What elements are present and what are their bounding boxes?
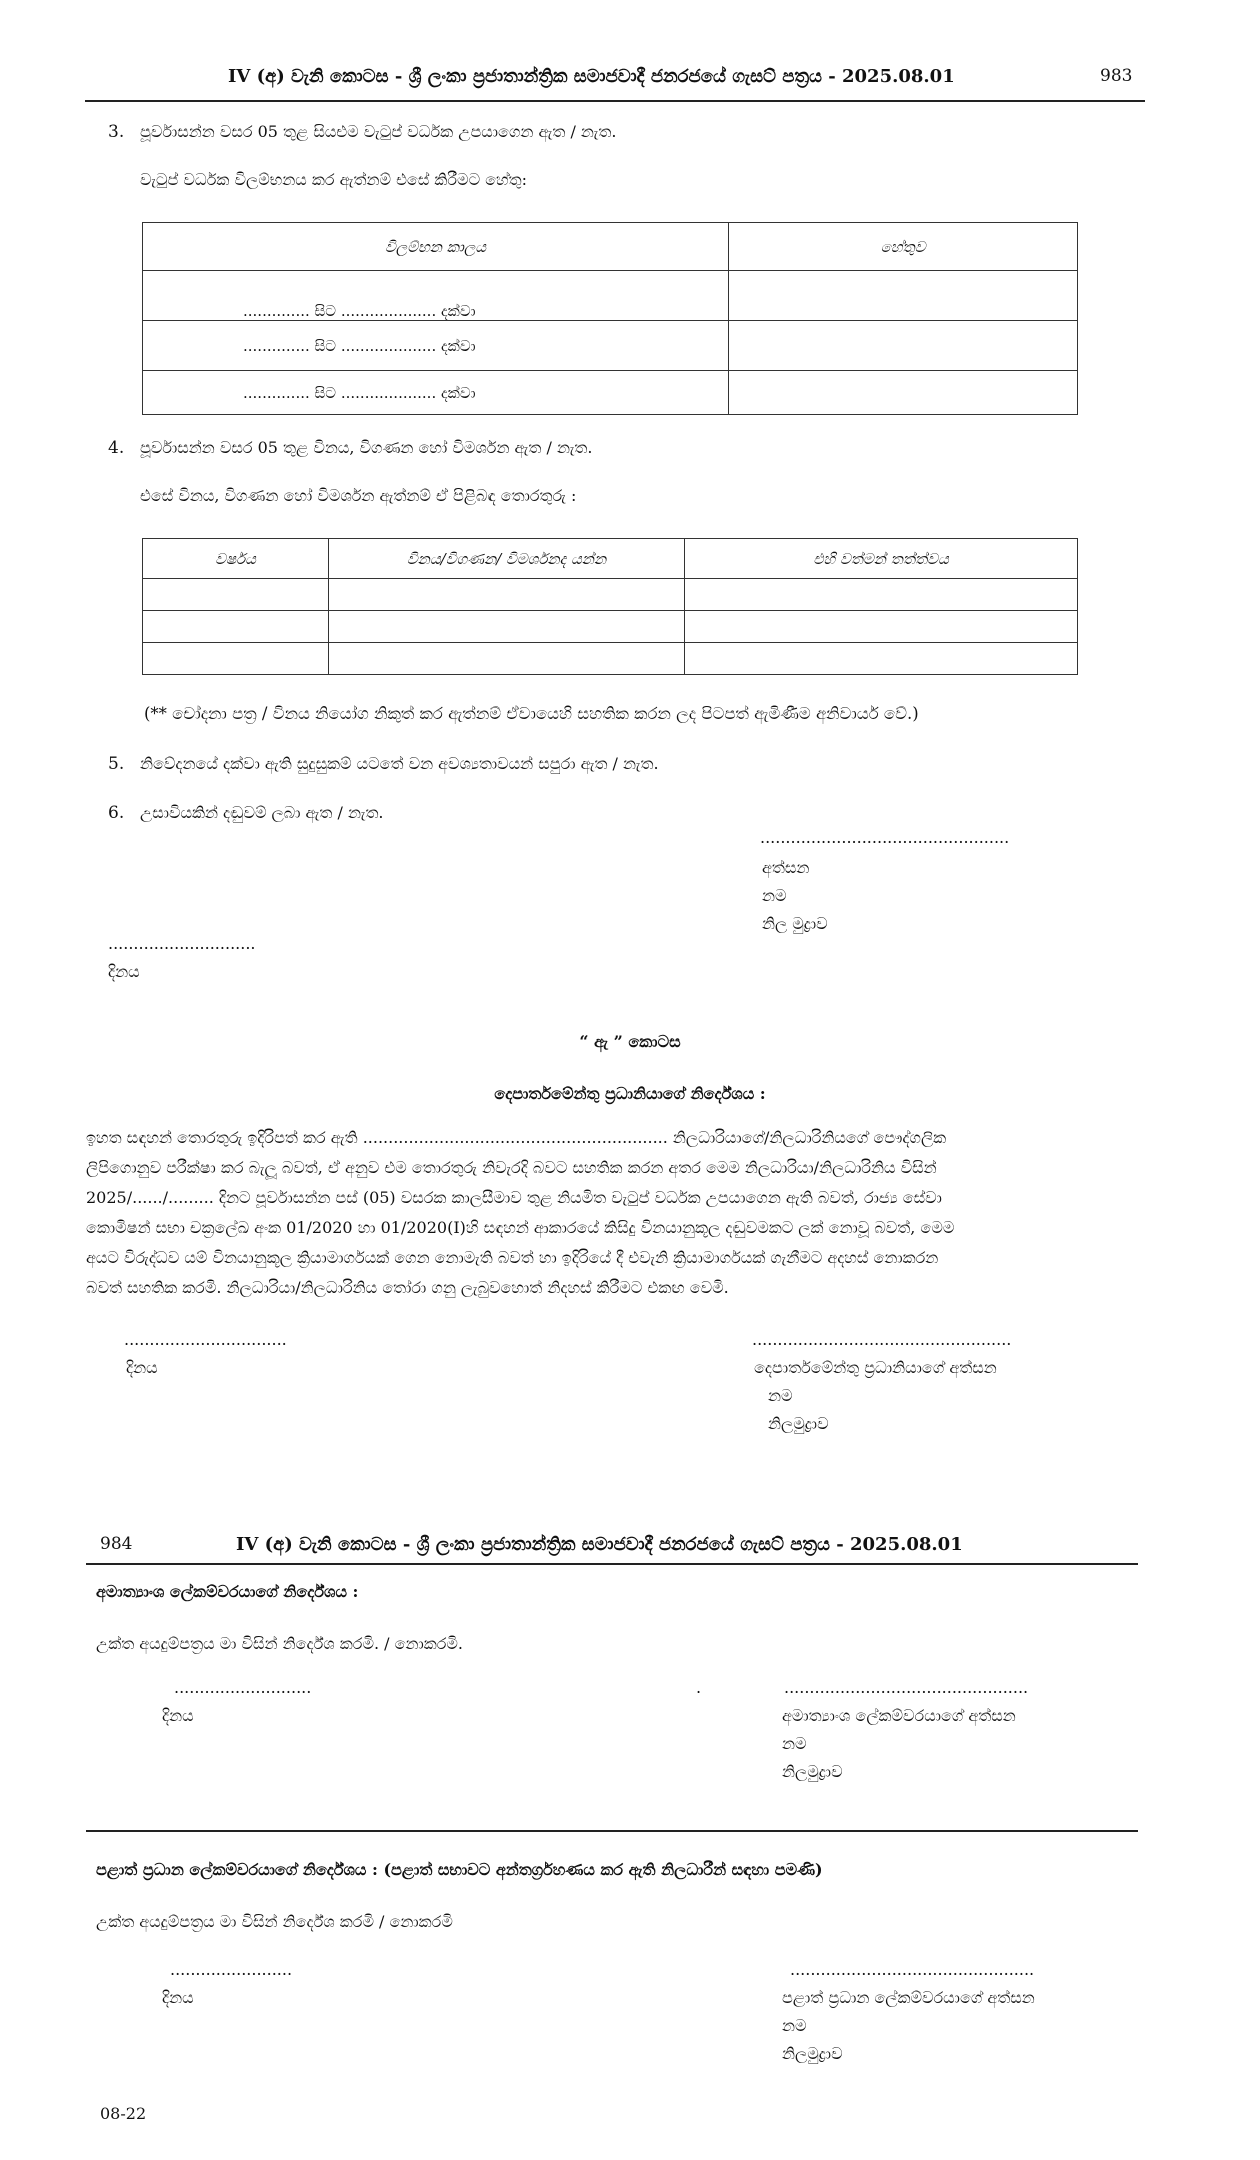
table-cell[interactable] (685, 579, 1078, 611)
table-cell[interactable] (729, 271, 1078, 321)
signature-line[interactable]: ................................................... (752, 1330, 1012, 1349)
table-header: විලම්භන කාලය (143, 223, 729, 271)
section-divider (86, 1830, 1138, 1832)
signature-label: අමාත්‍යාංශ ලේකම්වරයාගේ අත්සන (782, 1706, 1016, 1725)
part-c-subtitle: දෙපාර්තමේන්තු ප්‍රධානියාගේ නිර්දේශය : (494, 1084, 766, 1103)
item-number: 5. (108, 754, 125, 774)
seal-label: නිලමුද්‍රාව (782, 2044, 843, 2063)
signature-line[interactable]: ................................................ (790, 1960, 1035, 1979)
item-subtext: එසේ විනය, විගණන හෝ විමර්ශන ඇත්නම් ඒ පිළිබඳ තොරතුරු : (140, 486, 577, 505)
footer-code: 08-22 (100, 2104, 147, 2123)
item-number: 3. (108, 122, 125, 142)
signature-label: පළාත් ප්‍රධාන ලේකම්වරයාගේ අත්සන (782, 1988, 1035, 2007)
signature-label: අත්සන (762, 858, 810, 877)
table-cell (143, 321, 729, 371)
date-line[interactable]: ............................. (108, 934, 256, 953)
table-cell (143, 271, 729, 321)
paragraph-line: බවත් සහතික කරමි. නිලධාරියා/නිලධාරිනිය තෝරා ගනු ලැබුවහොත් නිදහස් කිරීමට එකඟ වෙමි. (86, 1278, 729, 1297)
table-cell[interactable] (685, 643, 1078, 675)
item-number: 4. (108, 438, 125, 458)
date-label: දිනය (162, 1706, 194, 1725)
table-cell[interactable] (329, 611, 685, 643)
discipline-table (142, 538, 1078, 675)
page-header-984: IV (අ) වැනි කොටස - ශ්‍රී ලංකා ප්‍රජාතාන්ත්‍රික සමාජවාදී ජනරජයේ ගැසට් පත්‍රය - 2025.08.01 (236, 1534, 963, 1555)
name-label: නම (782, 1734, 807, 1753)
signature-line[interactable]: ................................................. (760, 828, 1010, 847)
paragraph-line: අයට විරුද්ධව යම් විනයානුකූල ක්‍රියාමාර්ගයක් ගෙන නොමැති බවත් හා ඉදිරියේ දී එවැනි ක්‍රියාමාර්ගයක් ගැනීමට අදහස් නොකරන (86, 1248, 939, 1267)
date-label: දිනය (108, 962, 140, 981)
ministry-recommendation-text: උක්ත අයදුම්පත්‍රය මා විසින් නිර්දේශ කරමි. / නොකරමි. (96, 1634, 463, 1653)
item-text: පූර්වාසන්න වසර 05 තුළ විනය, විගණන හෝ විමර්ශන ඇත / නැත. (140, 438, 593, 457)
paragraph-line: 2025/....../......... දිනට පූර්වාසන්න පස් (05) වසරක කාලසීමාව තුළ නියමිත වැටුප් වර්ධක උපයාගෙන ඇති බවත්, රාජ්‍ය සේවා (86, 1188, 942, 1207)
separator-dot: . (696, 1678, 702, 1697)
table-header: විනය/විගණන/ විමර්ශනද යන්න (329, 539, 685, 579)
name-label: නම (782, 2016, 807, 2035)
date-line[interactable]: ................................ (124, 1330, 287, 1349)
table-cell[interactable] (729, 321, 1078, 371)
seal-label: නිලමුද්‍රාව (768, 1414, 829, 1433)
table-cell[interactable] (729, 371, 1078, 415)
header-rule-984 (86, 1563, 1138, 1565)
item-text: උසාවියකින් දඬුවම් ලබා ඇත / නැත. (140, 803, 384, 822)
table-header: හේතුව (729, 223, 1078, 271)
province-recommendation-text: උක්ත අයදුම්පත්‍රය මා විසින් නිර්දේශ කරමි / නොකරමි (96, 1912, 453, 1931)
province-recommendation-title (96, 1860, 823, 1880)
table-cell (143, 371, 729, 415)
paragraph-line: ඉහත සඳහන් තොරතුරු ඉදිරිපත් කර ඇති ............................................................ නිලධාරියාගේ/නිලධාරිනියගේ පෞද්ගලික (86, 1128, 947, 1147)
table-cell[interactable] (143, 579, 329, 611)
part-c-title: “ ඇ ” කොටස (579, 1032, 681, 1051)
table-header: වර්ෂය (143, 539, 329, 579)
signature-line[interactable]: ................................................ (784, 1678, 1029, 1697)
name-label: නම (762, 886, 787, 905)
date-label: දිනය (162, 1988, 194, 2007)
page-number-983: 983 (1100, 66, 1133, 86)
name-label: නම (768, 1386, 793, 1405)
date-line[interactable]: ........................ (170, 1960, 293, 1979)
date-range-text: .............. සිට .................... දක්වා (243, 336, 476, 355)
page-header-983: IV (අ) වැනි කොටස - ශ්‍රී ලංකා ප්‍රජාතාන්ත්‍රික සමාජවාදී ජනරජයේ ගැසට් පත්‍රය - 2025.08.01 (228, 66, 955, 87)
province-title-note: (පළාත් සභාවට අන්තර්ග්‍රහණය කර ඇති නිලධාරීන් සඳහා පමණි) (383, 1860, 823, 1879)
seal-label: නිලමුද්‍රාව (782, 1762, 843, 1781)
item-text: නිවේදනයේ දක්වා ඇති සුදුසුකම් යටතේ වන අවශ්‍යතාවයන් සපුරා ඇත / නැත. (140, 754, 659, 773)
date-range-text: .............. සිට .................... දක්වා (243, 383, 476, 402)
item-text: පූර්වාසන්න වසර 05 තුළ සියළුම වැටුප් වර්ධක උපයාගෙන ඇත / නැත. (140, 122, 617, 141)
paragraph-line: කොමිෂන් සභා චක්‍රලේඛ අංක 01/2020 හා 01/2020(I)හි සඳහන් ආකාරයේ කිසිදු විනයානුකූල දඬුවමකට ලක් නොවූ බවත්, මෙම (86, 1218, 955, 1237)
paragraph-line: ලිපිගොනුව පරීක්ෂා කර බැලූ බවත්, ඒ අනුව එම තොරතුරු නිවැරදි බවට සහතික කරන අතර මෙම නිලධාරියා/නිලධාරිනිය විසින් (86, 1158, 937, 1177)
province-title-main: පළාත් ප්‍රධාන ලේකම්වරයාගේ නිර්දේශය : (96, 1860, 378, 1879)
table-cell[interactable] (329, 643, 685, 675)
increment-deferment-table (142, 222, 1078, 415)
signature-label: දෙපාර්තමේන්තු ප්‍රධානියාගේ අත්සන (754, 1358, 997, 1377)
table-cell[interactable] (685, 611, 1078, 643)
table-cell[interactable] (143, 643, 329, 675)
item-number: 6. (108, 803, 125, 823)
ministry-recommendation-title: අමාත්‍යාංශ ලේකම්වරයාගේ නිර්දේශය : (96, 1582, 359, 1601)
table-cell[interactable] (143, 611, 329, 643)
table-cell[interactable] (329, 579, 685, 611)
attachment-note: (** චෝදනා පත්‍ර / විනය නියෝග නිකුත් කර ඇත්නම් ඒවායෙහි සහතික කරන ලද පිටපත් ඇමිණීම අනිවාර්ය වේ.) (144, 704, 919, 723)
seal-label: නිල මුද්‍රාව (762, 914, 828, 933)
date-line[interactable]: ........................... (174, 1678, 312, 1697)
page-number-984: 984 (100, 1534, 133, 1554)
date-label: දිනය (126, 1358, 158, 1377)
header-rule-983 (85, 100, 1145, 102)
item-subtext: වැටුප් වර්ධක විලම්භනය කර ඇත්නම් එසේ කිරීමට හේතු: (140, 170, 528, 189)
table-header: එහි වත්මන් තත්ත්වය (685, 539, 1078, 579)
date-range-text: .............. සිට .................... දක්වා (243, 302, 476, 320)
